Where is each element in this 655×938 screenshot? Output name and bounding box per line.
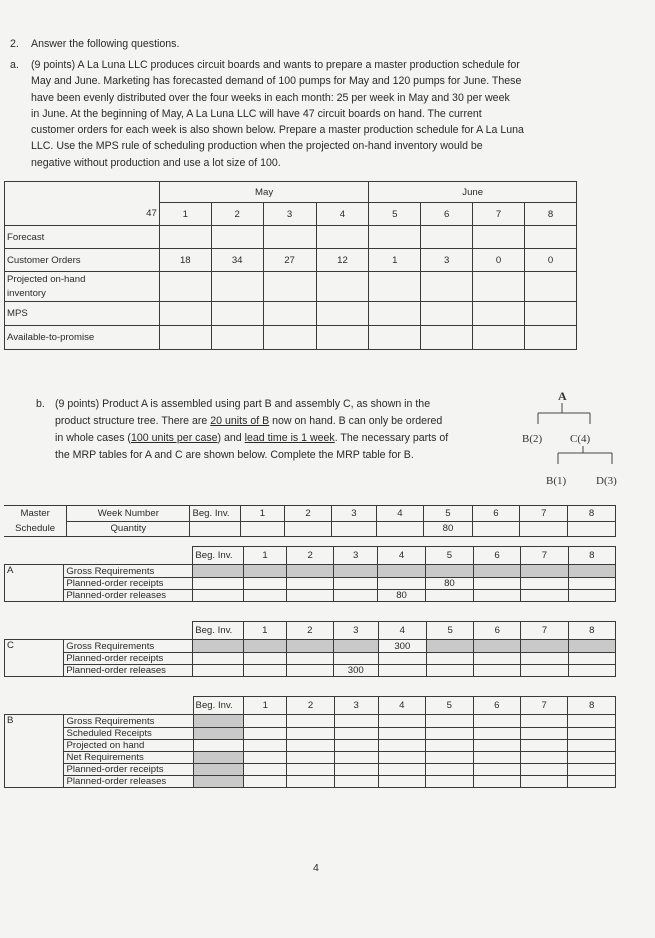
- input-cell[interactable]: [378, 764, 425, 776]
- input-cell[interactable]: [378, 728, 425, 740]
- shaded-cell: [193, 565, 244, 578]
- forecast-cell[interactable]: [316, 226, 369, 249]
- week-header: 3: [332, 506, 376, 522]
- customer-orders-cell: 1: [369, 249, 421, 272]
- release-cell: 80: [378, 590, 426, 602]
- input-cell[interactable]: [287, 764, 334, 776]
- part-a-text: [31, 57, 591, 171]
- week-header: 7: [473, 203, 525, 226]
- week-header: 4: [376, 506, 424, 522]
- projected-cell[interactable]: [316, 272, 369, 302]
- qty-cell: [332, 521, 376, 537]
- part-a-line: have been evenly distributed over the four weeks in each month: 25 per week in May and 30 per week: [31, 91, 510, 104]
- row-label-projected-1: Projected on-hand: [7, 273, 86, 285]
- item-label-c: C: [5, 640, 64, 677]
- projected-cell[interactable]: [369, 272, 421, 302]
- projected-cell[interactable]: [211, 272, 263, 302]
- tree-node-b: B(2): [522, 433, 543, 445]
- cell: [568, 590, 615, 602]
- cell: [244, 590, 287, 602]
- input-cell[interactable]: [473, 728, 520, 740]
- week-header: 3: [263, 203, 316, 226]
- projected-cell[interactable]: [473, 272, 525, 302]
- input-cell[interactable]: [287, 728, 334, 740]
- input-cell[interactable]: [473, 752, 520, 764]
- on-hand-cell: 47: [5, 203, 160, 226]
- week-header: 3: [334, 547, 378, 565]
- cell: [334, 578, 378, 590]
- cell: [286, 653, 333, 665]
- row-label-customer-orders: Customer Orders: [5, 249, 160, 272]
- row-label: Net Requirements: [64, 752, 193, 764]
- qty-cell: [376, 521, 424, 537]
- part-a-line: May and June. Marketing has forecasted demand of 100 pumps for May and 120 pumps for June. These: [31, 75, 522, 88]
- input-cell[interactable]: [473, 776, 520, 788]
- cell: [521, 578, 568, 590]
- master-schedule-label: [4, 506, 67, 537]
- cell: [193, 590, 244, 602]
- week-header: 8: [525, 203, 577, 226]
- input-cell[interactable]: [378, 752, 425, 764]
- mps-cell[interactable]: [369, 302, 421, 326]
- customer-orders-cell: 0: [525, 249, 577, 272]
- row-label-projected: [5, 272, 160, 302]
- customer-orders-cell: 18: [159, 249, 211, 272]
- spacer-cell: [5, 547, 193, 565]
- part-b-line: [55, 413, 515, 430]
- week-header: 6: [473, 547, 520, 565]
- input-cell[interactable]: [244, 776, 287, 788]
- master-label-1: Master: [20, 508, 50, 519]
- master-label-2: Schedule: [15, 523, 56, 534]
- part-a-line: LLC. Use the MPS rule of scheduling production when the projected on-hand inventory would be: [31, 140, 483, 153]
- text-run: ) and: [217, 432, 245, 444]
- mps-cell[interactable]: [159, 302, 211, 326]
- forecast-cell[interactable]: [211, 226, 263, 249]
- part-b-line: (9 points) Product A is assembled using part B and assembly C, as shown in the: [55, 398, 431, 410]
- qty-cell: [241, 521, 284, 537]
- part-b-text: [55, 396, 515, 464]
- release-cell: 300: [333, 665, 378, 677]
- week-header: 2: [287, 547, 334, 565]
- row-label: Planned-order releases: [64, 590, 193, 602]
- week-header: 1: [159, 203, 211, 226]
- row-label: Gross Requirements: [64, 565, 193, 578]
- input-cell[interactable]: [426, 776, 473, 788]
- text-run: product structure tree. There are: [55, 415, 211, 427]
- week-header: 4: [378, 697, 425, 715]
- mps-cell[interactable]: [211, 302, 263, 326]
- input-cell[interactable]: [426, 740, 473, 752]
- customer-orders-cell: 27: [263, 249, 316, 272]
- shaded-cell: [193, 764, 244, 776]
- input-cell[interactable]: [287, 776, 334, 788]
- week-header: 1: [243, 622, 286, 640]
- part-b-label: b.: [36, 398, 45, 410]
- beg-inv-label: Beg. Inv.: [193, 547, 244, 565]
- week-header: 1: [244, 547, 287, 565]
- week-header: 7: [521, 622, 568, 640]
- shaded-cell: [473, 565, 520, 578]
- cell: [474, 653, 521, 665]
- week-header: 5: [427, 622, 474, 640]
- forecast-cell[interactable]: [369, 226, 421, 249]
- week-header: 8: [568, 697, 616, 715]
- row-label-atp: Available-to-promise: [5, 326, 160, 350]
- shaded-cell: [568, 640, 615, 653]
- cell: [473, 590, 520, 602]
- week-header: 6: [421, 203, 473, 226]
- text-run: . The necessary parts of: [334, 432, 449, 444]
- customer-orders-cell: 12: [316, 249, 369, 272]
- input-cell[interactable]: [193, 740, 244, 752]
- tree-node-b1: B(1): [546, 475, 567, 487]
- week-header: 1: [244, 697, 287, 715]
- atp-cell[interactable]: [211, 326, 263, 350]
- input-cell[interactable]: [473, 764, 520, 776]
- forecast-cell[interactable]: [421, 226, 473, 249]
- mps-cell[interactable]: [263, 302, 316, 326]
- week-header: 5: [424, 506, 472, 522]
- cell: [568, 653, 615, 665]
- part-b-line: the MRP tables for A and C are shown below. Complete the MRP table for B.: [55, 449, 414, 461]
- forecast-cell[interactable]: [525, 226, 577, 249]
- cell: [521, 665, 568, 677]
- input-cell[interactable]: [378, 740, 425, 752]
- month-june: June: [369, 182, 577, 203]
- week-header: 6: [474, 622, 521, 640]
- input-cell[interactable]: [244, 764, 287, 776]
- input-cell[interactable]: [378, 715, 425, 728]
- part-a-line: customer orders for each week is also shown below. Prepare a master production schedule for A La Luna: [31, 124, 524, 137]
- cell: [378, 653, 426, 665]
- input-cell[interactable]: [520, 715, 567, 728]
- input-cell[interactable]: [334, 715, 378, 728]
- units-of-b: 20 units of B: [210, 415, 270, 427]
- input-cell[interactable]: [378, 776, 425, 788]
- customer-orders-cell: 3: [421, 249, 473, 272]
- atp-cell[interactable]: [525, 326, 577, 350]
- cell: [473, 578, 520, 590]
- qty-cell: [472, 521, 520, 537]
- part-a-line: (9 points) A La Luna LLC produces circuit boards and wants to prepare a master production schedule for: [31, 59, 520, 71]
- shaded-cell: [286, 640, 333, 653]
- input-cell[interactable]: [244, 715, 287, 728]
- input-cell[interactable]: [426, 715, 473, 728]
- week-header: 4: [378, 622, 426, 640]
- tree-node-c: C(4): [570, 433, 591, 445]
- mps-cell[interactable]: [316, 302, 369, 326]
- week-header: 4: [378, 547, 426, 565]
- shaded-cell: [287, 565, 334, 578]
- input-cell[interactable]: [244, 740, 287, 752]
- text-run: now on hand. B can only be ordered: [269, 415, 443, 427]
- spacer-cell: [5, 697, 194, 715]
- shaded-cell: [193, 640, 244, 653]
- cell: [474, 665, 521, 677]
- atp-cell[interactable]: [369, 326, 421, 350]
- mps-table: [4, 181, 577, 350]
- row-label: Projected on hand: [64, 740, 193, 752]
- beg-inv-label: Beg. Inv.: [190, 506, 241, 522]
- week-header: 2: [287, 697, 334, 715]
- input-cell[interactable]: [520, 776, 567, 788]
- cell: [287, 590, 334, 602]
- input-cell[interactable]: [287, 740, 334, 752]
- text-run: in whole cases (: [55, 432, 131, 444]
- qty-cell: [190, 521, 241, 537]
- input-cell[interactable]: [334, 752, 378, 764]
- cell: [378, 665, 426, 677]
- qty-cell: [568, 521, 616, 537]
- shaded-cell: [427, 640, 474, 653]
- shaded-cell: [521, 565, 568, 578]
- week-header: 3: [334, 697, 378, 715]
- week-header: 5: [369, 203, 421, 226]
- cell: [243, 653, 286, 665]
- input-cell[interactable]: [568, 740, 616, 752]
- qty-cell: 80: [424, 521, 472, 537]
- cell: [193, 653, 244, 665]
- input-cell[interactable]: [334, 740, 378, 752]
- input-cell[interactable]: [520, 728, 567, 740]
- spacer-cell: [5, 622, 193, 640]
- input-cell[interactable]: [426, 728, 473, 740]
- receipt-cell: 80: [425, 578, 473, 590]
- week-header: 1: [241, 506, 284, 522]
- row-label: Scheduled Receipts: [64, 728, 193, 740]
- week-header: 8: [568, 547, 615, 565]
- atp-cell[interactable]: [473, 326, 525, 350]
- input-cell[interactable]: [473, 740, 520, 752]
- cell: [244, 578, 287, 590]
- input-cell[interactable]: [568, 776, 616, 788]
- week-header: 7: [520, 506, 568, 522]
- shaded-cell: [243, 640, 286, 653]
- shaded-cell: [474, 640, 521, 653]
- cell: [427, 653, 474, 665]
- page-number: 4: [313, 862, 319, 874]
- question-number: 2.: [10, 38, 19, 50]
- units-per-case: 100 units per case: [130, 432, 218, 444]
- cell: [378, 578, 426, 590]
- row-label-forecast: Forecast: [5, 226, 160, 249]
- row-label: Gross Requirements: [64, 715, 193, 728]
- quantity-label: Quantity: [67, 521, 190, 537]
- shaded-cell: [378, 565, 426, 578]
- qty-cell: [284, 521, 332, 537]
- shaded-cell: [568, 565, 615, 578]
- week-header: 4: [316, 203, 369, 226]
- week-header: 7: [521, 547, 568, 565]
- cell: [286, 665, 333, 677]
- cell: [243, 665, 286, 677]
- tree-root: A: [558, 389, 567, 403]
- forecast-cell[interactable]: [159, 226, 211, 249]
- item-label-b: B: [5, 715, 64, 788]
- mrp-table-a: [4, 546, 616, 602]
- forecast-cell[interactable]: [473, 226, 525, 249]
- shaded-cell: [193, 715, 244, 728]
- mps-cell[interactable]: [525, 302, 577, 326]
- input-cell[interactable]: [520, 740, 567, 752]
- input-cell[interactable]: [568, 715, 616, 728]
- cell: [334, 590, 378, 602]
- row-label: Planned-order releases: [64, 665, 193, 677]
- cell: [333, 653, 378, 665]
- customer-orders-cell: 34: [211, 249, 263, 272]
- input-cell[interactable]: [287, 715, 334, 728]
- forecast-cell[interactable]: [263, 226, 316, 249]
- input-cell[interactable]: [334, 776, 378, 788]
- row-label-mps: MPS: [5, 302, 160, 326]
- projected-cell[interactable]: [525, 272, 577, 302]
- input-cell[interactable]: [244, 728, 287, 740]
- row-label: Planned-order releases: [64, 776, 193, 788]
- cell: [521, 590, 568, 602]
- input-cell[interactable]: [287, 752, 334, 764]
- product-structure-tree: [510, 388, 645, 493]
- corner-cell: [5, 182, 160, 203]
- tree-node-d: D(3): [596, 475, 617, 487]
- atp-cell[interactable]: [263, 326, 316, 350]
- row-label-projected-2: inventory: [7, 287, 46, 299]
- question-title: Answer the following questions.: [31, 38, 180, 50]
- master-schedule-table: [4, 505, 616, 537]
- row-label: Planned-order receipts: [64, 764, 193, 776]
- shaded-cell: [334, 565, 378, 578]
- part-a-line: negative without production and use a lot size of 100.: [31, 156, 281, 169]
- input-cell[interactable]: [568, 752, 616, 764]
- shaded-cell: [193, 752, 244, 764]
- row-label: Planned-order receipts: [64, 578, 193, 590]
- row-label: Planned-order receipts: [64, 653, 193, 665]
- week-header: 5: [426, 697, 473, 715]
- week-number-label: Week Number: [67, 506, 190, 522]
- beg-inv-label: Beg. Inv.: [193, 697, 244, 715]
- cell: [193, 578, 244, 590]
- projected-cell[interactable]: [159, 272, 211, 302]
- part-a-label: a.: [10, 59, 19, 71]
- shaded-cell: [193, 776, 244, 788]
- week-header: 2: [284, 506, 332, 522]
- input-cell[interactable]: [473, 715, 520, 728]
- input-cell[interactable]: [520, 752, 567, 764]
- atp-cell[interactable]: [421, 326, 473, 350]
- week-header: 6: [473, 697, 520, 715]
- lead-time: lead time is 1 week: [244, 432, 335, 444]
- beg-inv-label: Beg. Inv.: [193, 622, 244, 640]
- shaded-cell: [193, 728, 244, 740]
- atp-cell[interactable]: [159, 326, 211, 350]
- input-cell[interactable]: [334, 728, 378, 740]
- mps-cell[interactable]: [473, 302, 525, 326]
- week-header: 2: [286, 622, 333, 640]
- input-cell[interactable]: [426, 752, 473, 764]
- part-b-line: [55, 430, 515, 447]
- cell: [568, 665, 615, 677]
- shaded-cell: [244, 565, 287, 578]
- month-may: May: [159, 182, 369, 203]
- customer-orders-cell: 0: [473, 249, 525, 272]
- input-cell[interactable]: [244, 752, 287, 764]
- cell: [287, 578, 334, 590]
- mrp-table-b: [4, 696, 616, 788]
- item-label-a: A: [5, 565, 64, 602]
- input-cell[interactable]: [334, 764, 378, 776]
- part-a-line: in June. At the beginning of May, A La Luna LLC will have 47 circuit boards on hand. The current: [31, 107, 482, 120]
- week-header: 6: [472, 506, 520, 522]
- cell: [568, 578, 615, 590]
- cell: [425, 590, 473, 602]
- week-header: 5: [425, 547, 473, 565]
- projected-cell[interactable]: [263, 272, 316, 302]
- cell: [427, 665, 474, 677]
- week-header: 3: [333, 622, 378, 640]
- shaded-cell: [333, 640, 378, 653]
- qty-cell: [520, 521, 568, 537]
- cell: [193, 665, 244, 677]
- input-cell[interactable]: [568, 728, 616, 740]
- week-header: 8: [568, 506, 616, 522]
- input-cell[interactable]: [568, 764, 616, 776]
- gross-cell: 300: [378, 640, 426, 653]
- row-label: Gross Requirements: [64, 640, 193, 653]
- shaded-cell: [425, 565, 473, 578]
- shaded-cell: [521, 640, 568, 653]
- input-cell[interactable]: [520, 764, 567, 776]
- input-cell[interactable]: [426, 764, 473, 776]
- cell: [521, 653, 568, 665]
- week-header: 8: [568, 622, 615, 640]
- mrp-table-c: [4, 621, 616, 677]
- atp-cell[interactable]: [316, 326, 369, 350]
- mps-cell[interactable]: [421, 302, 473, 326]
- week-header: 7: [520, 697, 567, 715]
- projected-cell[interactable]: [421, 272, 473, 302]
- week-header: 2: [211, 203, 263, 226]
